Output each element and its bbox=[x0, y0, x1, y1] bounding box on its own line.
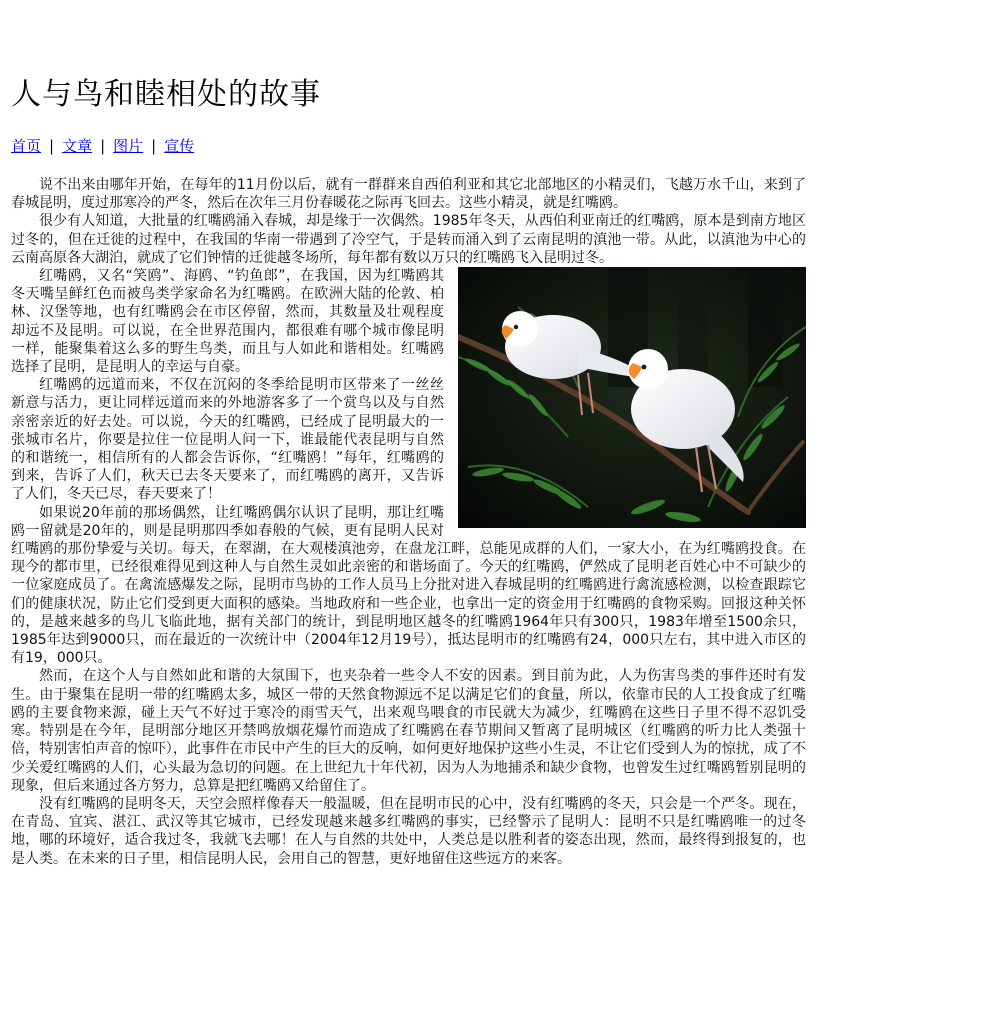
article-body bbox=[11, 176, 806, 868]
article-paragraph: 很少有人知道，大批量的红嘴鸥涌入春城，却是缘于一次偶然。1985年冬天，从西伯利亚南迁的红嘴鸥，原本是到南方地区过冬的，但在迁徙的过程中，在我国的华南一带遇到了冷空气，于是转而涌入到了云南昆明的滇池一带。从此，以滇池为中心的云南高原各大湖泊，就成了它们钟情的迁徙越冬场所，每年都有数以万只的红嘴鸥飞入昆明过冬。 bbox=[11, 213, 806, 266]
nav-link-promotion[interactable]: 宣传 bbox=[164, 137, 195, 155]
bird-photo bbox=[458, 267, 806, 528]
nav-separator: | bbox=[49, 137, 55, 155]
article-paragraph: 说不出来由哪年开始，在每年的11月份以后，就有一群群来自西伯利亚和其它北部地区的小精灵们，飞越万水千山，来到了春城昆明，度过那寒冷的严冬，然后在次年三月份春暖花之际再飞回去。这些小精灵，就是红嘴鸥。 bbox=[11, 177, 806, 212]
nav-link-images[interactable]: 图片 bbox=[113, 137, 144, 155]
page-title: 人与鸟和睦相处的故事 bbox=[11, 77, 321, 112]
article-paragraph: 没有红嘴鸥的昆明冬天，天空会照样像春天一般温暖，但在昆明市民的心中，没有红嘴鸥的冬天，只会是一个严冬。现在，在青岛、宜宾、湛江、武汉等其它城市，已经发现越来越多红嘴鸥的事实，已经警示了昆明人：昆明不只是红嘴鸥唯一的过冬地，哪的环境好，适合我过冬，我就飞去哪！在人与自然的共处中，人类总是以胜利者的姿态出现，然而，最终得到报复的，也是人类。在未来的日子里，相信昆明人民，会用自己的智慧，更好地留住这些远方的来客。 bbox=[11, 795, 806, 867]
article-paragraph: 然而，在这个人与自然如此和谐的大氛围下，也夹杂着一些令人不安的因素。到目前为此，人为伤害鸟类的事件还时有发生。由于聚集在昆明一带的红嘴鸥太多，城区一带的天然食物源远不足以满足它们的食量，所以，依靠市民的人工投食成了红嘴鸥的主要食物来源，碰上天气不好过于寒冷的雨雪天气，出来观鸟喂食的市民就大为减少，红嘴鸥在这些日子里不得不忍饥受寒。特别是在今年，昆明部分地区开禁鸣放烟花爆竹而造成了红嘴鸥在春节期间又暂离了昆明城区（红嘴鸥的听力比人类强十倍，特别害怕声音的惊吓），此事件在市民中产生的巨大的反响，如何更好地保护这些小生灵，不让它们受到人为的惊扰，成了不少关爱红嘴鸥的人们，心头最为急切的问题。在上世纪九十年代初，因为人为地捕杀和缺少食物，也曾发生过红嘴鸥暂别昆明的现象，但后来通过各方努力，总算是把红嘴鸥又给留住了。 bbox=[11, 668, 806, 794]
article-paragraph: 红嘴鸥，又名“笑鸥”、海鸥、“钓鱼郎”，在我国，因为红嘴鸥其冬天嘴呈鲜红色而被鸟类学家命名为红嘴鸥。在欧洲大陆的伦敦、柏林、汉堡等地，也有红嘴鸥会在市区停留，然而，其数量及壮观程度却远不及昆明。可以说，在全世界范围内，都很难有哪个城市像昆明一样，能聚集着这么多的野生鸟类，而且与人如此和谐相处。红嘴鸥选择了昆明，是昆明人的幸运与自豪。 bbox=[11, 268, 444, 376]
nav-bar bbox=[11, 135, 194, 156]
nav-link-home[interactable]: 首页 bbox=[11, 137, 42, 155]
nav-separator: | bbox=[100, 137, 106, 155]
bird-photo-illustration bbox=[458, 267, 806, 528]
article-paragraph: 如果说20年前的那场偶然，让红嘴鸥偶尔认识了昆明，那让红嘴鸥一留就是20年的，则是昆明那四季如春般的气候，更有昆明人民对红嘴鸥的那份挚爱与关切。每天，在翠湖，在大观楼滇池旁，在盘龙江畔，总能见成群的人们，一家大小，在为红嘴鸥投食。在现今的都市里，已经很难得见到这种人与自然生灵如此亲密的和谐场面了。今天的红嘴鸥，俨然成了昆明老百姓心中不可缺少的一位家庭成员了。在禽流感爆发之际，昆明市鸟协的工作人员马上分批对进入春城昆明的红嘴鸥进行禽流感检测，以检查跟踪它们的健康状况，防止它们受到更大面积的感染。当地政府和一些企业，也拿出一定的资金用于红嘴鸥的食物采购。回报这种关怀的，是越来越多的鸟儿飞临此地，据有关部门的统计，到昆明地区越冬的红嘴鸥1964年只有300只，1983年增至1500余只，1985年达到9000只，而在最近的一次统计中（2004年12月19号），抵达昆明市的红嘴鸥有24，000只左右，其中进入市区的有19，000只。 bbox=[11, 504, 806, 667]
nav-link-articles[interactable]: 文章 bbox=[62, 137, 93, 155]
nav-separator: | bbox=[151, 137, 157, 155]
article-paragraph: 红嘴鸥的远道而来，不仅在沉闷的冬季给昆明市区带来了一丝丝新意与活力，更让同样远道而来的外地游客多了一个赏鸟以及与自然亲密亲近的好去处。可以说，今天的红嘴鸥，已经成了昆明最大的一张城市名片，你要是拉住一位昆明人问一下，谁最能代表昆明与自然的和谐统一，相信所有的人都会告诉你，“红嘴鸥！”每年，红嘴鸥的到来，告诉了人们，秋天已去冬天要来了，而红嘴鸥的离开，又告诉了人们，冬天已尽，春天要来了！ bbox=[11, 377, 444, 503]
